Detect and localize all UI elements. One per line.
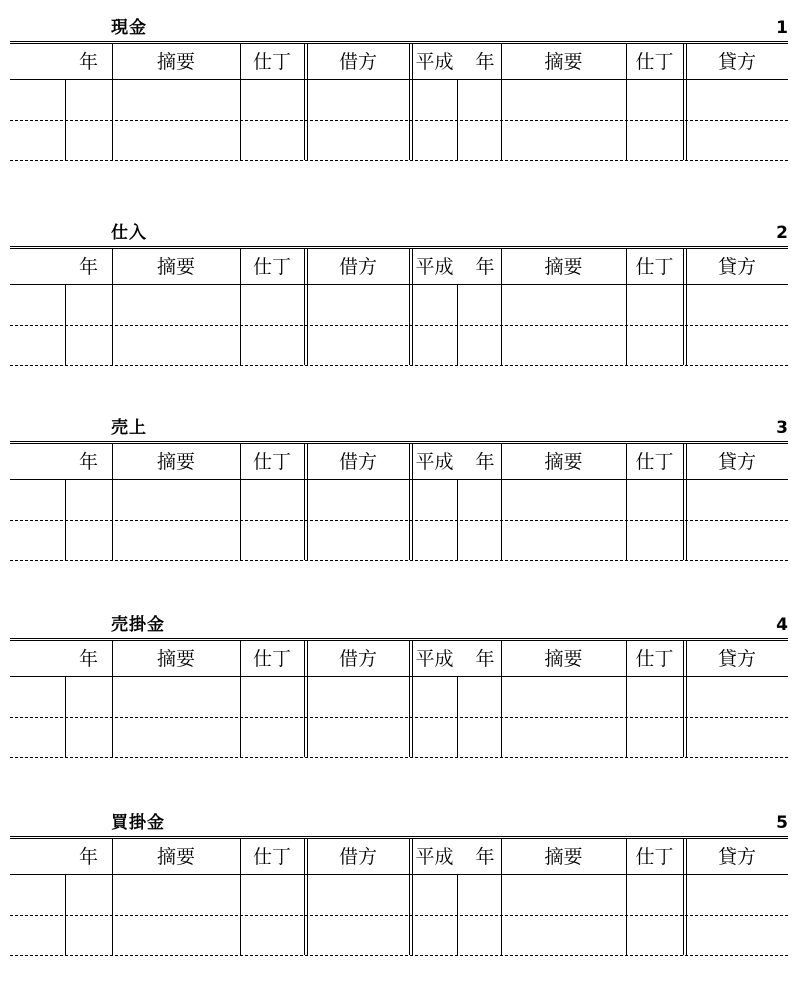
row-dashed-rule: [10, 757, 788, 758]
header-debit: 借方: [338, 451, 377, 473]
top-double-rule: [10, 246, 788, 249]
ledger-account-2: [10, 205, 788, 365]
header-year: 年: [78, 451, 98, 473]
header-credit: 貸方: [717, 846, 756, 868]
header-debit: 借方: [338, 51, 377, 73]
header-posting-ref-right: 仕丁: [635, 256, 674, 278]
row-dashed-rule: [10, 365, 788, 366]
header-year-right: 年: [475, 451, 495, 473]
header-era: 平成: [415, 648, 454, 670]
header-posting-ref: 仕丁: [252, 846, 291, 868]
header-posting-ref: 仕丁: [252, 648, 291, 670]
header-debit: 借方: [338, 846, 377, 868]
header-bottom-rule: [10, 479, 788, 480]
ledger-account-4: [10, 597, 788, 757]
row-dashed-rule: [10, 520, 788, 521]
header-description: 摘要: [156, 256, 195, 278]
header-description-right: 摘要: [544, 846, 583, 868]
header-bottom-rule: [10, 676, 788, 677]
header-era: 平成: [415, 846, 454, 868]
column-rule: [65, 285, 66, 365]
top-double-rule: [10, 836, 788, 839]
header-posting-ref-right: 仕丁: [635, 451, 674, 473]
header-year: 年: [78, 256, 98, 278]
header-description: 摘要: [156, 648, 195, 670]
account-number: 4: [776, 615, 788, 635]
header-year: 年: [78, 648, 98, 670]
column-rule: [65, 80, 66, 160]
header-debit: 借方: [338, 256, 377, 278]
header-bottom-rule: [10, 79, 788, 80]
header-posting-ref-right: 仕丁: [635, 51, 674, 73]
header-bottom-rule: [10, 874, 788, 875]
header-year: 年: [78, 846, 98, 868]
row-dashed-rule: [10, 560, 788, 561]
header-description-right: 摘要: [544, 648, 583, 670]
header-era: 平成: [415, 51, 454, 73]
ledger-account-5: [10, 795, 788, 955]
header-posting-ref-right: 仕丁: [635, 648, 674, 670]
header-description: 摘要: [156, 451, 195, 473]
header-description: 摘要: [156, 51, 195, 73]
header-credit: 貸方: [717, 256, 756, 278]
header-description-right: 摘要: [544, 256, 583, 278]
header-year-right: 年: [475, 51, 495, 73]
header-credit: 貸方: [717, 451, 756, 473]
top-double-rule: [10, 41, 788, 44]
row-dashed-rule: [10, 325, 788, 326]
header-debit: 借方: [338, 648, 377, 670]
column-rule: [457, 875, 458, 955]
header-posting-ref-right: 仕丁: [635, 846, 674, 868]
column-rule: [65, 480, 66, 560]
account-title: 売上: [111, 418, 147, 438]
account-title: 売掛金: [111, 615, 165, 635]
row-dashed-rule: [10, 120, 788, 121]
top-double-rule: [10, 441, 788, 444]
header-era: 平成: [415, 256, 454, 278]
header-posting-ref: 仕丁: [252, 256, 291, 278]
ledger-account-1: [10, 0, 788, 160]
column-rule: [457, 80, 458, 160]
header-year: 年: [78, 51, 98, 73]
row-dashed-rule: [10, 955, 788, 956]
header-credit: 貸方: [717, 51, 756, 73]
header-year-right: 年: [475, 256, 495, 278]
top-double-rule: [10, 638, 788, 641]
account-number: 1: [776, 18, 788, 38]
account-title: 現金: [111, 18, 147, 38]
row-dashed-rule: [10, 915, 788, 916]
header-description-right: 摘要: [544, 451, 583, 473]
header-year-right: 年: [475, 846, 495, 868]
ledger-account-3: [10, 400, 788, 560]
header-posting-ref: 仕丁: [252, 451, 291, 473]
header-era: 平成: [415, 451, 454, 473]
column-rule: [65, 677, 66, 757]
header-description-right: 摘要: [544, 51, 583, 73]
header-year-right: 年: [475, 648, 495, 670]
header-description: 摘要: [156, 846, 195, 868]
header-posting-ref: 仕丁: [252, 51, 291, 73]
column-rule: [457, 480, 458, 560]
column-rule: [65, 875, 66, 955]
account-number: 5: [776, 813, 788, 833]
column-rule: [457, 677, 458, 757]
account-number: 3: [776, 418, 788, 438]
column-rule: [457, 285, 458, 365]
account-title: 買掛金: [111, 813, 165, 833]
header-bottom-rule: [10, 284, 788, 285]
row-dashed-rule: [10, 717, 788, 718]
account-number: 2: [776, 223, 788, 243]
account-title: 仕入: [111, 223, 147, 243]
row-dashed-rule: [10, 160, 788, 161]
header-credit: 貸方: [717, 648, 756, 670]
